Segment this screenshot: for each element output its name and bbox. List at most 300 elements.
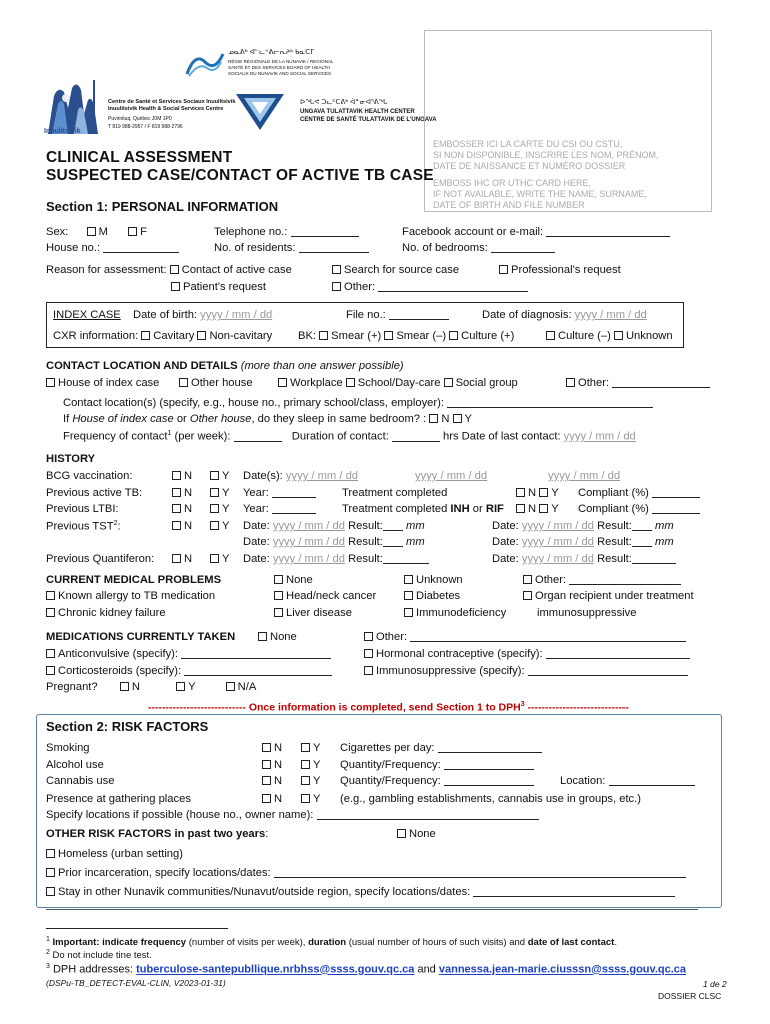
ltbi-label: Previous LTBI:	[46, 503, 119, 515]
professional-request-checkbox[interactable]	[499, 265, 508, 274]
tb-n-label: N	[184, 487, 193, 499]
form-title: CLINICAL ASSESSMENT	[46, 149, 233, 166]
quant2-result-field[interactable]	[632, 553, 676, 564]
ungava-logo	[234, 92, 286, 132]
social-group-label: Social group	[455, 377, 518, 389]
hormonal-field[interactable]	[546, 648, 690, 659]
send-dph-footnote-ref: 3	[520, 701, 525, 708]
duration-label: Duration of contact:	[291, 430, 389, 443]
organ-label: Organ recipient under treatment	[535, 590, 694, 602]
meds-none-checkbox[interactable]	[258, 632, 267, 641]
contact-other-field[interactable]	[612, 377, 710, 388]
tst3-result-label: Result:	[348, 536, 383, 548]
facebook-field[interactable]	[546, 226, 670, 237]
smear-neg-checkbox[interactable]	[384, 331, 393, 340]
tst4-mm: mm	[655, 536, 674, 548]
footnote1-number: 1	[46, 936, 50, 943]
patient-request-label: Patient's request	[183, 281, 266, 293]
residents-field[interactable]	[299, 242, 369, 253]
smoking-label: Smoking	[46, 742, 90, 754]
workplace-label: Workplace	[290, 377, 343, 389]
culture-pos-checkbox[interactable]	[449, 331, 458, 340]
footnote3-and: and	[414, 963, 439, 976]
cigarettes-field[interactable]	[438, 742, 542, 753]
pregnant-na-checkbox[interactable]	[226, 682, 235, 691]
footnote3-text: DPH addresses:	[52, 963, 137, 976]
ungava-line2: CENTRE DE SANTÉ TULATTAVIK DE L'UNGAVA	[300, 117, 437, 123]
smoking-y-checkbox[interactable]	[301, 743, 310, 752]
medical-none-checkbox[interactable]	[274, 575, 283, 584]
tst2-mm: mm	[655, 520, 674, 532]
other-risk-colon: :	[265, 828, 269, 840]
quant-y-checkbox[interactable]	[210, 554, 219, 563]
alcohol-n-label: N	[274, 759, 283, 771]
headneck-checkbox[interactable]	[274, 591, 283, 600]
bcg-n-checkbox[interactable]	[172, 471, 181, 480]
sex-label: Sex:	[46, 226, 69, 238]
tb-treatment-label: Treatment completed	[342, 487, 448, 499]
bcg-date1-field[interactable]: yyyy / mm / dd	[285, 470, 359, 482]
immunodef-checkbox[interactable]	[404, 608, 413, 617]
diabetes-checkbox[interactable]	[404, 591, 413, 600]
index-diag-field[interactable]: yyyy / mm / dd	[574, 309, 647, 321]
last-contact-label: hrs Date of last contact:	[443, 430, 561, 443]
ltbi-treat-y-label: Y	[551, 503, 559, 515]
meds-other-label: Other:	[376, 631, 408, 643]
cannabis-y-checkbox[interactable]	[301, 776, 310, 785]
tb-year-label: Year:	[243, 487, 269, 499]
index-dob-field[interactable]: yyyy / mm / dd	[200, 309, 273, 321]
immuno-field[interactable]	[528, 665, 688, 676]
anticonv-checkbox[interactable]	[46, 649, 55, 658]
tst4-result-label: Result:	[597, 536, 632, 548]
smear-pos-checkbox[interactable]	[319, 331, 328, 340]
footnote3-number: 3	[46, 963, 50, 970]
ltbi-y-label: Y	[222, 503, 230, 515]
sex-f-checkbox[interactable]	[128, 227, 137, 236]
professional-request-label: Professional's request	[511, 264, 621, 276]
meds-other-field[interactable]	[410, 631, 686, 642]
ltbi-compliant-label: Compliant (%)	[578, 503, 649, 515]
ckd-label: Chronic kidney failure	[58, 607, 166, 619]
patient-request-checkbox[interactable]	[171, 282, 180, 291]
inuulitsivik-phone: T 819 988-2957 / F 819 988-2796	[108, 124, 183, 130]
tst-n-label: N	[184, 520, 193, 532]
emboss-line5: IF NOT AVAILABLE, WRITE THE NAME, SURNAME,	[433, 189, 647, 199]
tst1-result-label: Result:	[348, 520, 383, 532]
ltbi-compliant-field[interactable]	[652, 503, 700, 514]
dph-email-link-1[interactable]: tuberculose-santepubllique.nrbhss@ssss.gouv.qc.ca	[136, 963, 415, 976]
form-subtitle: SUSPECTED CASE/CONTACT OF ACTIVE TB CASE	[46, 167, 434, 184]
send-dph-tail: -----------------------------	[524, 701, 629, 714]
form-code: (DSPu-TB_DETECT-EVAL-CLIN, V2023-01-31)	[46, 978, 226, 988]
quant1-result-field[interactable]	[383, 553, 429, 564]
cortico-checkbox[interactable]	[46, 666, 55, 675]
bedrooms-field[interactable]	[491, 242, 555, 253]
medical-other-checkbox[interactable]	[523, 575, 532, 584]
quant-label: Previous Quantiferon:	[46, 553, 155, 565]
tst-n-checkbox[interactable]	[172, 521, 181, 530]
footnote2-text: Do not include tine test.	[52, 950, 152, 962]
alcohol-qf-field[interactable]	[444, 759, 534, 770]
footnote1-duration: duration	[308, 937, 347, 949]
sex-m-checkbox[interactable]	[87, 227, 96, 236]
cannabis-qf-field[interactable]	[444, 775, 534, 786]
alcohol-y-label: Y	[313, 759, 321, 771]
bcg-y-checkbox[interactable]	[210, 471, 219, 480]
unknown-checkbox[interactable]	[614, 331, 623, 340]
immuno-checkbox[interactable]	[364, 666, 373, 675]
tst1-date-label: Date:	[243, 520, 270, 532]
smoking-n-label: N	[274, 742, 283, 754]
homeless-checkbox[interactable]	[46, 849, 55, 858]
school-checkbox[interactable]	[346, 378, 355, 387]
tst2-result-field[interactable]	[632, 520, 652, 531]
smear-pos-label: Smear (+)	[331, 330, 382, 342]
noncavitary-label: Non-cavitary	[209, 330, 273, 342]
dossier-label: DOSSIER CLSC	[658, 991, 722, 1001]
emboss-line2: SI NON DISPONIBLE, INSCRIRE LES NOM, PRÉNOM,	[433, 150, 659, 160]
gathering-eg: (e.g., gambling establishments, cannabis use in groups, etc.)	[340, 793, 641, 805]
ltbi-treat-n-checkbox[interactable]	[516, 504, 525, 513]
rrss-line1: RÉGIE RÉGIONALE DE LA NUNAVIK / REGIONAL	[228, 59, 334, 64]
page-number: 1 de 2	[703, 979, 727, 989]
social-group-checkbox[interactable]	[444, 378, 453, 387]
ltbi-treatment-label: Treatment completed	[342, 503, 448, 515]
cavitary-label: Cavitary	[153, 330, 195, 342]
ckd-checkbox[interactable]	[46, 608, 55, 617]
facebook-label: Facebook account or e-mail:	[402, 226, 544, 238]
footnote-rule	[46, 928, 228, 929]
tst1-mm: mm	[406, 520, 425, 532]
smoking-y-label: Y	[313, 742, 321, 754]
hormonal-checkbox[interactable]	[364, 649, 373, 658]
tst4-result-field[interactable]	[632, 536, 652, 547]
house-no-label: House no.:	[46, 242, 101, 254]
bcg-dates-label: Date(s):	[243, 470, 283, 482]
emboss-line6: DATE OF BIRTH AND FILE NUMBER	[433, 200, 585, 210]
cavitary-checkbox[interactable]	[141, 331, 150, 340]
cigarettes-label: Cigarettes per day:	[340, 742, 435, 754]
pregnant-y-label: Y	[188, 681, 196, 693]
index-dob-label: Date of birth:	[132, 309, 198, 321]
history-title: HISTORY	[46, 453, 96, 465]
tst3-result-field[interactable]	[383, 536, 403, 547]
alcohol-n-checkbox[interactable]	[262, 760, 271, 769]
sleep-house-index: House of index case	[72, 413, 174, 425]
bcg-n-label: N	[184, 470, 193, 482]
sleep-n-label: N	[441, 413, 450, 425]
tb-y-checkbox[interactable]	[210, 488, 219, 497]
other-risk-none-checkbox[interactable]	[397, 829, 406, 838]
index-diag-label: Date of diagnosis:	[482, 309, 572, 321]
stay-checkbox[interactable]	[46, 887, 55, 896]
quant1-date-label: Date:	[243, 553, 270, 565]
other-house-checkbox[interactable]	[179, 378, 188, 387]
rrss-line3: SOCIAUX DU NUNAVIK AND SOCIAL SERVICES	[228, 71, 332, 76]
allergy-label: Known allergy to TB medication	[58, 590, 216, 602]
contact-active-label: Contact of active case	[181, 264, 292, 276]
ltbi-treat-y-checkbox[interactable]	[539, 504, 548, 513]
sleep-or: or	[176, 413, 187, 425]
residents-label: No. of residents:	[214, 242, 296, 254]
gathering-n-checkbox[interactable]	[262, 794, 271, 803]
dph-email-link-2[interactable]: vannessa.jean-marie.ciusssn@ssss.gouv.qc.ca	[438, 963, 687, 976]
sleep-question: , do they sleep in same bedroom? :	[251, 413, 427, 425]
sex-f-label: F	[140, 226, 147, 238]
cannabis-y-label: Y	[313, 775, 321, 787]
frequency-footnote-ref: 1	[167, 430, 172, 437]
gathering-n-label: N	[274, 793, 283, 805]
cxr-label: CXR information:	[53, 330, 139, 342]
bcg-y-label: Y	[222, 470, 230, 482]
tb-treat-n-checkbox[interactable]	[516, 488, 525, 497]
pregnant-n-label: N	[131, 681, 140, 693]
bcg-date2-field[interactable]: yyyy / mm / dd	[415, 470, 488, 482]
unknown-label: Unknown	[625, 330, 673, 342]
medical-unknown-label: Unknown	[416, 574, 463, 586]
send-dph-note: ---------------------------- Once information is completed, send Section 1 to DPH	[148, 701, 521, 714]
ltbi-treat-n-label: N	[528, 503, 537, 515]
tb-treat-y-label: Y	[551, 487, 559, 499]
tb-treat-n-label: N	[528, 487, 537, 499]
meds-other-checkbox[interactable]	[364, 632, 373, 641]
culture-neg-checkbox[interactable]	[546, 331, 555, 340]
contact-title-note: (more than one answer possible)	[240, 360, 404, 372]
headneck-label: Head/neck cancer	[286, 590, 377, 602]
tst4-date-label: Date:	[492, 536, 519, 548]
ltbi-n-label: N	[184, 503, 193, 515]
bcg-date3-field[interactable]: yyyy / mm / dd	[548, 470, 621, 482]
sleep-y-label: Y	[464, 413, 472, 425]
cannabis-label: Cannabis use	[46, 775, 115, 787]
frequency-label: Frequency of contact	[63, 430, 168, 443]
hormonal-label: Hormonal contraceptive (specify):	[376, 648, 543, 660]
quant-y-label: Y	[222, 553, 230, 565]
gathering-y-label: Y	[313, 793, 321, 805]
incarceration-checkbox[interactable]	[46, 868, 55, 877]
ltbi-y-checkbox[interactable]	[210, 504, 219, 513]
allergy-checkbox[interactable]	[46, 591, 55, 600]
meds-title: MEDICATIONS CURRENTLY TAKEN	[46, 631, 236, 643]
organ-checkbox[interactable]	[523, 591, 532, 600]
reason-other-label: Other:	[344, 281, 376, 293]
sleep-n-checkbox[interactable]	[429, 414, 438, 423]
house-index-checkbox[interactable]	[46, 378, 55, 387]
other-risk-title: OTHER RISK FACTORS in past two years	[46, 828, 266, 840]
anticonv-label: Anticonvulsive (specify):	[58, 648, 178, 660]
index-case-label: INDEX CASE	[53, 309, 121, 321]
rrss-syllabics: ᓄᓇᕕᒃ ᐊᓪᓚᕝᕕᓕᕆᔨᒃ ᑲᓇᑕᒥ	[228, 49, 315, 56]
liver-checkbox[interactable]	[274, 608, 283, 617]
contact-active-checkbox[interactable]	[170, 265, 179, 274]
alcohol-y-checkbox[interactable]	[301, 760, 310, 769]
house-no-field[interactable]	[103, 242, 179, 253]
emboss-line3: DATE DE NAISSANCE ET NUMÉRO DOSSIER	[433, 161, 626, 171]
culture-pos-label: Culture (+)	[461, 330, 515, 342]
incarceration-field[interactable]	[274, 867, 686, 878]
quant-n-label: N	[184, 553, 193, 565]
tst2-result-label: Result:	[597, 520, 632, 532]
sleep-if: If	[63, 413, 70, 425]
inuulitsivik-name-en: Inuulitsivik Health & Social Services Centre	[108, 106, 224, 112]
inuulitsivik-caption: Inuulitsivik	[44, 128, 81, 135]
house-index-label: House of index case	[58, 377, 160, 389]
tst1-result-field[interactable]	[383, 520, 403, 531]
frequency-field[interactable]	[234, 431, 282, 442]
tst1-date-field[interactable]: yyyy / mm / dd	[272, 520, 345, 532]
contact-title: CONTACT LOCATION AND DETAILS	[46, 360, 238, 372]
cortico-label: Corticosteroids (specify):	[58, 665, 182, 677]
search-source-checkbox[interactable]	[332, 265, 341, 274]
ungava-line1: UNGAVA TULATTAVIK HEALTH CENTER	[300, 109, 415, 115]
inuulitsivik-address: Puvirnituq, Québec J0M 1P0	[108, 116, 172, 122]
other-house-label: Other house	[191, 377, 253, 389]
footnote2-number: 2	[46, 949, 50, 956]
contact-other-checkbox[interactable]	[566, 378, 575, 387]
noncavitary-checkbox[interactable]	[197, 331, 206, 340]
search-source-label: Search for source case	[344, 264, 460, 276]
medical-other-field[interactable]	[569, 574, 681, 585]
medical-other-label: Other:	[535, 574, 567, 586]
pregnant-label: Pregnant?	[46, 681, 98, 693]
alcohol-label: Alcohol use	[46, 759, 104, 771]
quant-n-checkbox[interactable]	[172, 554, 181, 563]
anticonv-field[interactable]	[181, 648, 331, 659]
emboss-line4: EMBOSS IHC OR UTHC CARD HERE,	[433, 178, 592, 188]
stay-label: Stay in other Nunavik communities/Nunavut/outside region, specify locations/dates:	[58, 886, 471, 898]
sex-m-label: M	[98, 226, 108, 238]
tst3-date-label: Date:	[243, 536, 270, 548]
per-week-label: (per week):	[174, 430, 231, 443]
tb-y-label: Y	[222, 487, 230, 499]
gathering-y-checkbox[interactable]	[301, 794, 310, 803]
footnote1-last: date of last contact	[527, 937, 615, 949]
tb-compliant-label: Compliant (%)	[578, 487, 649, 499]
reason-other-checkbox[interactable]	[332, 282, 341, 291]
cannabis-location-field[interactable]	[609, 775, 695, 786]
section1-heading: Section 1: PERSONAL INFORMATION	[46, 199, 279, 214]
diabetes-label: Diabetes	[416, 590, 461, 602]
smoking-n-checkbox[interactable]	[262, 743, 271, 752]
medical-title: CURRENT MEDICAL PROBLEMS	[46, 574, 222, 586]
tb-n-checkbox[interactable]	[172, 488, 181, 497]
ltbi-year-label: Year:	[243, 503, 269, 515]
gathering-label: Presence at gathering places	[46, 793, 191, 805]
index-file-field[interactable]	[389, 309, 449, 320]
ltbi-n-checkbox[interactable]	[172, 504, 181, 513]
sleep-y-checkbox[interactable]	[453, 414, 462, 423]
tst3-date-field[interactable]: yyyy / mm / dd	[272, 536, 345, 548]
pregnant-y-checkbox[interactable]	[176, 682, 185, 691]
ltbi-year-field[interactable]	[272, 503, 316, 514]
section2-heading: Section 2: RISK FACTORS	[46, 719, 209, 734]
quant1-result-label: Result:	[348, 553, 383, 565]
footnote1-text-a: (number of visits per week),	[186, 937, 309, 949]
specify-locations-label: Specify locations if possible (house no., owner name):	[46, 809, 314, 821]
ltbi-rif: RIF	[485, 503, 504, 515]
tb-compliant-field[interactable]	[652, 487, 700, 498]
meds-none-label: None	[270, 631, 297, 643]
footnote1-text-b: (usual number of hours of such visits) and	[346, 937, 528, 949]
index-file-label: File no.:	[346, 309, 386, 321]
medical-unknown-checkbox[interactable]	[404, 575, 413, 584]
tst-y-checkbox[interactable]	[210, 521, 219, 530]
telephone-field[interactable]	[291, 226, 359, 237]
immunosupp-label: immunosuppressive	[537, 607, 637, 619]
workplace-checkbox[interactable]	[278, 378, 287, 387]
tst-y-label: Y	[222, 520, 230, 532]
inuulitsivik-syllabics	[93, 80, 103, 130]
culture-neg-label: Culture (–)	[558, 330, 611, 342]
school-label: School/Day-care	[357, 377, 441, 389]
inuulitsivik-name: Centre de Santé et Services Sociaux Inuulitsivik	[108, 99, 236, 105]
tst-footnote-ref: 2	[113, 520, 118, 527]
section2-bottom-rule	[46, 909, 698, 910]
medical-none-label: None	[286, 574, 313, 586]
tb-year-field[interactable]	[272, 487, 316, 498]
cortico-field[interactable]	[184, 665, 332, 676]
tst-label: Previous TST	[46, 520, 114, 533]
cannabis-n-checkbox[interactable]	[262, 776, 271, 785]
stay-field[interactable]	[473, 886, 675, 897]
bedrooms-label: No. of bedrooms:	[402, 242, 488, 254]
cannabis-location-label: Location:	[560, 775, 606, 787]
reason-label: Reason for assessment:	[46, 264, 167, 276]
smear-neg-label: Smear (–)	[396, 330, 447, 342]
active-tb-label: Previous active TB:	[46, 487, 143, 499]
tst2-date-field[interactable]: yyyy / mm / dd	[521, 520, 594, 532]
quant2-date-field[interactable]: yyyy / mm / dd	[521, 553, 594, 565]
immunodef-label: Immunodeficiency	[416, 607, 507, 619]
duration-field[interactable]	[392, 431, 440, 442]
pregnant-na-label: N/A	[237, 681, 257, 693]
quant2-result-label: Result:	[597, 553, 632, 565]
immuno-label: Immunosuppressive (specify):	[376, 665, 525, 677]
bk-label: BK:	[298, 330, 317, 342]
other-risk-none-label: None	[409, 828, 436, 840]
cannabis-qf-label: Quantity/Frequency:	[340, 775, 441, 787]
tst3-mm: mm	[406, 536, 425, 548]
footnote1-text-c: .	[614, 937, 617, 949]
pregnant-n-checkbox[interactable]	[120, 682, 129, 691]
ltbi-inh: INH	[450, 503, 470, 515]
homeless-label: Homeless (urban setting)	[58, 848, 183, 860]
tst4-date-field[interactable]: yyyy / mm / dd	[521, 536, 594, 548]
tb-treat-y-checkbox[interactable]	[539, 488, 548, 497]
footnote1-important: Important: indicate frequency	[52, 937, 187, 949]
reason-other-field[interactable]	[378, 281, 528, 292]
specify-locations-field[interactable]	[317, 809, 539, 820]
quant1-date-field[interactable]: yyyy / mm / dd	[272, 553, 345, 565]
contact-other-label: Other:	[578, 377, 610, 389]
emboss-line1: EMBOSSER ICI LA CARTE DU CSI OU CSTU,	[433, 139, 623, 149]
incarceration-label: Prior incarceration, specify locations/dates:	[58, 867, 271, 879]
last-contact-field[interactable]: yyyy / mm / dd	[563, 430, 636, 443]
alcohol-qf-label: Quantity/Frequency:	[340, 759, 441, 771]
tst2-date-label: Date:	[492, 520, 519, 532]
ltbi-or: or	[472, 503, 483, 515]
rrss-line2: SANTÉ ET DES SERVICES BOARD OF HEALTH	[228, 65, 330, 70]
telephone-label: Telephone no.:	[214, 226, 288, 238]
contact-locations-field[interactable]	[447, 397, 653, 408]
sleep-other-house: Other house	[189, 413, 252, 425]
liver-label: Liver disease	[286, 607, 352, 619]
quant2-date-label: Date:	[492, 553, 519, 565]
bcg-label: BCG vaccination:	[46, 470, 133, 482]
contact-locations-label: Contact location(s) (specify, e.g., house no., primary school/class, employer):	[63, 397, 444, 409]
cannabis-n-label: N	[274, 775, 283, 787]
